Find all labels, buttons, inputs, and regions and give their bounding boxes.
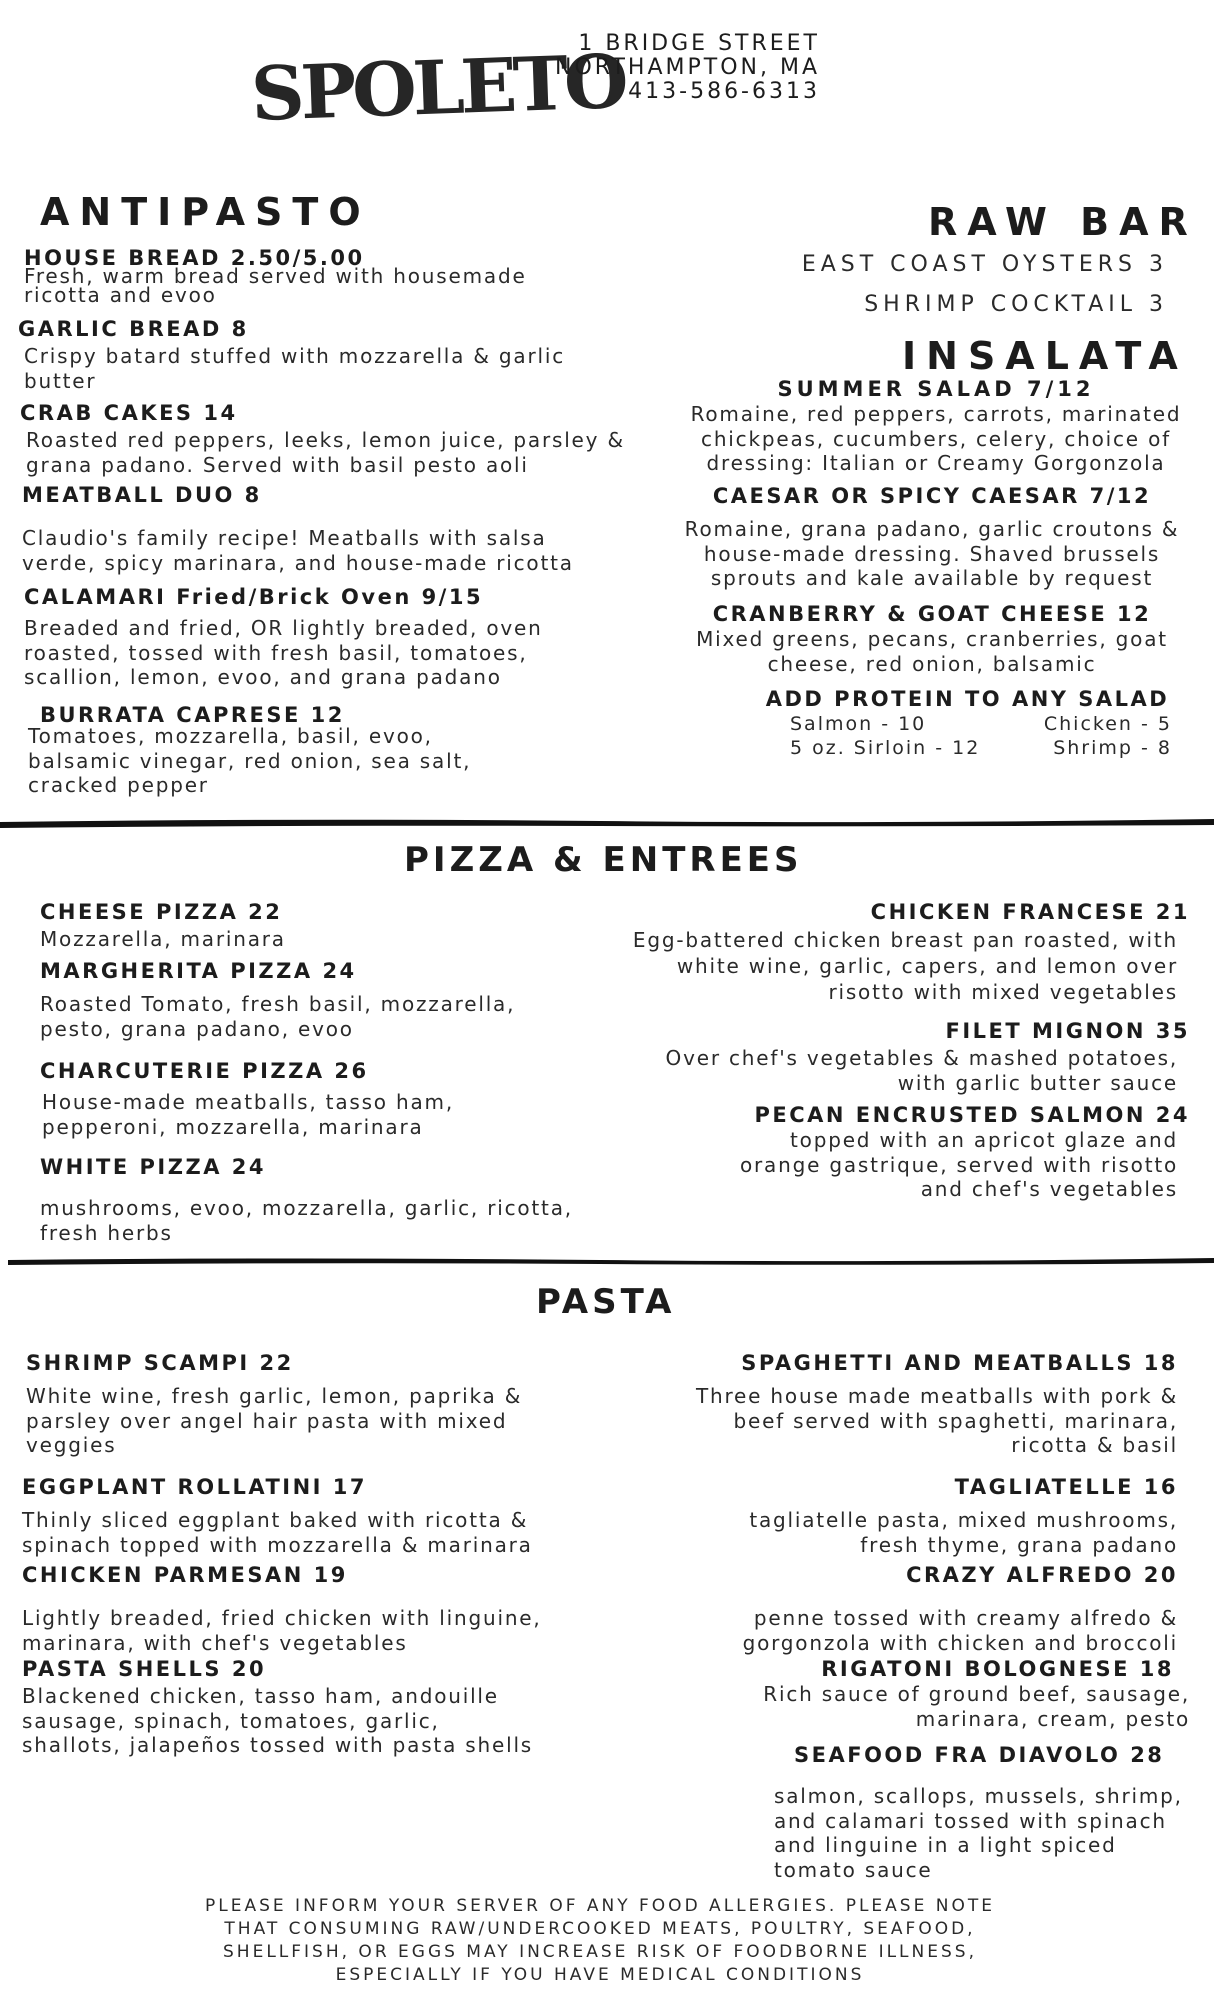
item-name: MEATBALL DUO 8 (22, 483, 262, 507)
item-description: Mixed greens, pecans, cranberries, goat cheese, red onion, balsamic (696, 627, 1168, 676)
menu-item (600, 1018, 1190, 1095)
menu-item (600, 1102, 1190, 1202)
protein-salmon: Salmon - 10 (790, 713, 927, 735)
item-name: CHICKEN FRANCESE 21 (870, 900, 1190, 924)
item-name: SHRIMP SCAMPI 22 (26, 1351, 294, 1375)
spoleto-logo (245, 28, 626, 138)
menu-item (24, 584, 604, 690)
menu-item (22, 1656, 542, 1758)
item-description: tagliatelle pasta, mixed mushrooms, fresh thyme, grana padano (749, 1508, 1178, 1557)
raw-bar-heading: RAW BAR (928, 200, 1198, 244)
item-description: House-made meatballs, tasso ham, pepperoni, mozzarella, marinara (42, 1090, 454, 1139)
menu-item (18, 316, 618, 393)
item-description: Over chef's vegetables & mashed potatoes, with garlic butter sauce (665, 1046, 1178, 1095)
item-description: Blackened chicken, tasso ham, andouille sausage, spinach, tomatoes, garlic, shallots, jalapeños tossed with pasta shells (22, 1684, 534, 1757)
restaurant-address (535, 32, 820, 104)
menu-item (40, 958, 580, 1041)
address-city: NORTHAMPTON, MA (555, 55, 820, 80)
menu-item (672, 483, 1192, 591)
menu-item (40, 899, 580, 952)
insalata-heading: INSALATA (902, 334, 1188, 378)
item-name: CAESAR OR SPICY CAESAR 7/12 (712, 484, 1152, 508)
item-description: Mozzarella, marinara (40, 927, 286, 951)
item-name: PASTA SHELLS 20 (22, 1657, 267, 1681)
item-name: CRAB CAKES 14 (20, 401, 238, 425)
raw-bar-oysters: EAST COAST OYSTERS 3 (801, 252, 1168, 277)
menu-item (620, 1350, 1178, 1458)
item-description: Romaine, grana padano, garlic croutons & house-made dressing. Shaved brussels sprouts and kale available by request (684, 517, 1180, 590)
add-protein-section (765, 686, 1172, 760)
item-name: EGGPLANT ROLLATINI 17 (22, 1475, 368, 1499)
menu-item (40, 1154, 580, 1245)
item-name: CALAMARI Fried/Brick Oven 9/15 (24, 585, 484, 609)
protein-row (790, 736, 1170, 760)
item-name: CHARCUTERIE PIZZA 26 (40, 1059, 369, 1083)
menu-item (700, 1656, 1190, 1731)
item-description: Three house made meatballs with pork & beef served with spaghetti, marinara, ricotta & basil (695, 1384, 1178, 1457)
item-name: SUMMER SALAD 7/12 (777, 377, 1095, 401)
menu-item (660, 1562, 1178, 1655)
address-street: 1 BRIDGE STREET (578, 31, 820, 56)
menu-item (28, 702, 528, 798)
item-description: mushrooms, evoo, mozzarella, garlic, ricotta, fresh herbs (40, 1196, 573, 1245)
protein-chicken: Chicken - 5 (1043, 713, 1172, 735)
item-name: BURRATA CAPRESE 12 (40, 703, 345, 727)
menu-item (22, 1474, 602, 1557)
menu-item (660, 1474, 1178, 1557)
item-name: WHITE PIZZA 24 (40, 1155, 266, 1179)
item-description: Lightly breaded, fried chicken with linguine, marinara, with chef's vegetables (22, 1606, 542, 1655)
item-description: Fresh, warm bread served with housemade ricotta and evoo (24, 264, 527, 307)
item-name: FILET MIGNON 35 (945, 1019, 1190, 1043)
item-name: CRAZY ALFREDO 20 (906, 1563, 1178, 1587)
item-name: GARLIC BREAD 8 (18, 317, 249, 341)
item-description: Roasted Tomato, fresh basil, mozzarella, pesto, grana padano, evoo (40, 992, 516, 1041)
item-name: PECAN ENCRUSTED SALMON 24 (754, 1103, 1190, 1127)
svg-text:SPOLETO: SPOLETO (249, 38, 626, 138)
menu-item (676, 601, 1188, 676)
item-description: Claudio's family recipe! Meatballs with salsa verde, spicy marinara, and house-made ricotta (22, 526, 574, 575)
item-name: CHICKEN PARMESAN 19 (22, 1563, 348, 1587)
menu-item (40, 1058, 580, 1139)
item-description: Egg-battered chicken breast pan roasted, with white wine, garlic, capers, and lemon over risotto with mixed vegetables (632, 928, 1178, 1004)
item-name: TAGLIATELLE 16 (954, 1475, 1178, 1499)
raw-bar-shrimp: SHRIMP COCKTAIL 3 (864, 292, 1168, 317)
item-description: Tomatoes, mozzarella, basil, evoo, balsamic vinegar, red onion, sea salt, cracked pepper (28, 724, 472, 797)
item-name: CHEESE PIZZA 22 (40, 900, 283, 924)
item-description: Roasted red peppers, leeks, lemon juice, parsley & grana padano. Served with basil pesto aoli (26, 428, 625, 477)
item-description: Rich sauce of ground beef, sausage, marinara, cream, pesto (763, 1682, 1190, 1731)
menu-item (774, 1742, 1194, 1882)
item-description: Breaded and fried, OR lightly breaded, oven roasted, tossed with fresh basil, tomatoes, scallion, lemon, evoo, and grana padano (24, 616, 543, 689)
allergy-disclaimer: PLEASE INFORM YOUR SERVER OF ANY FOOD ALLERGIES. PLEASE NOTE THAT CONSUMING RAW/UNDERCOOKED MEATS, POULTRY, SEAFOOD, SHELLFISH, OR EGGS MAY INCREASE RISK OF FOODBORNE ILLNESS, ESPECIALLY IF YOU HAVE MEDICAL CONDITIONS (205, 1896, 995, 1985)
menu-item (24, 245, 584, 305)
protein-shrimp: Shrimp - 8 (1053, 737, 1172, 759)
pasta-heading: PASTA (536, 1282, 676, 1322)
protein-row (790, 712, 1170, 736)
item-name: MARGHERITA PIZZA 24 (40, 959, 357, 983)
menu-item (22, 482, 622, 575)
menu-item (676, 376, 1196, 476)
item-description: topped with an apricot glaze and orange gastrique, served with risotto and chef's vegetables (740, 1128, 1179, 1201)
item-description: penne tossed with creamy alfredo & gorgonzola with chicken and broccoli (742, 1606, 1178, 1655)
pizza-entrees-heading: PIZZA & ENTREES (404, 840, 803, 880)
item-name: HOUSE BREAD 2.50/5.00 (24, 246, 365, 270)
section-divider (0, 1254, 1214, 1268)
item-name: CRANBERRY & GOAT CHEESE 12 (712, 602, 1152, 626)
item-description: salmon, scallops, mussels, shrimp, and calamari tossed with spinach and linguine in a light spiced tomato sauce (774, 1784, 1183, 1882)
phone-number: 413-586-6313 (628, 79, 820, 104)
antipasto-heading: ANTIPASTO (40, 190, 371, 234)
add-protein-heading: ADD PROTEIN TO ANY SALAD (765, 687, 1170, 711)
protein-sirloin: 5 oz. Sirloin - 12 (790, 737, 981, 759)
item-name: SPAGHETTI AND MEATBALLS 18 (741, 1351, 1178, 1375)
item-description: Crispy batard stuffed with mozzarella & garlic butter (24, 344, 566, 393)
section-divider (0, 816, 1214, 830)
menu-item (26, 1350, 586, 1458)
item-description: Thinly sliced eggplant baked with ricotta & spinach topped with mozzarella & marinara (22, 1508, 533, 1557)
menu-item (20, 400, 640, 477)
item-name: SEAFOOD FRA DIAVOLO 28 (794, 1743, 1165, 1767)
menu-item (600, 899, 1190, 1005)
item-description: White wine, fresh garlic, lemon, paprika & parsley over angel hair pasta with mixed veggies (26, 1384, 523, 1457)
item-description: Romaine, red peppers, carrots, marinated chickpeas, cucumbers, celery, choice of dressing: Italian or Creamy Gorgonzola (690, 402, 1182, 475)
menu-item (22, 1562, 602, 1655)
item-name: RIGATONI BOLOGNESE 18 (821, 1657, 1174, 1681)
